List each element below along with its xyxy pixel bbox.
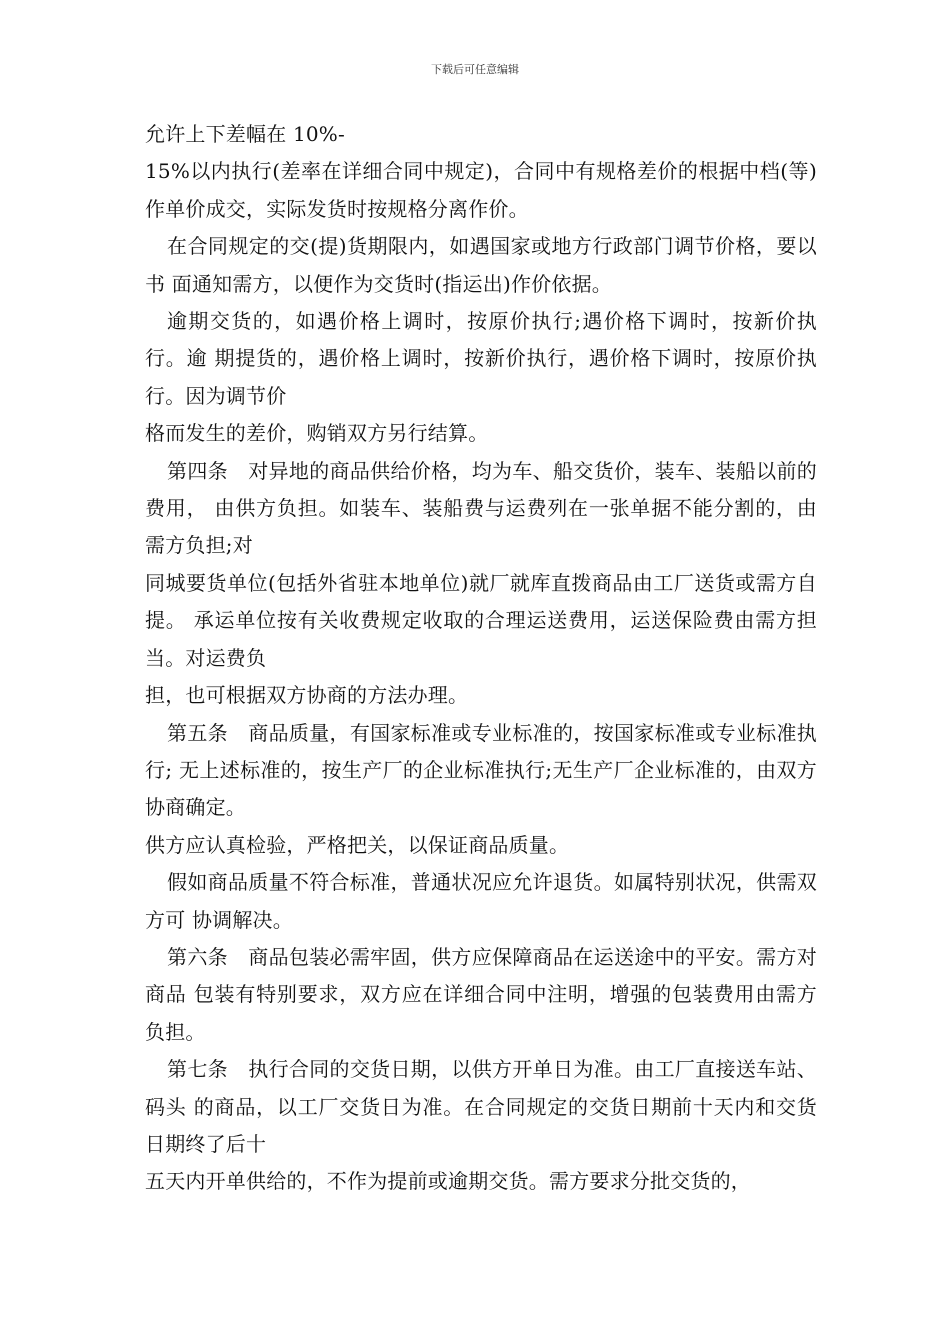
paragraph: 在合同规定的交(提)货期限内，如遇国家或地方行政部门调节价格，要以书 面通知需方，以便作为交货时(指运出)作价依据。: [145, 234, 817, 296]
paragraph: 供方应认真检验，严格把关，以保证商品质量。: [145, 832, 570, 857]
paragraph: 担，也可根据双方协商的方法办理。: [145, 683, 469, 708]
paragraph: 五天内开单供给的，不作为提前或逾期交货。需方要求分批交货的，: [145, 1169, 751, 1194]
paragraph: 假如商品质量不符合标准，普通状况应允许退货。如属特别状况，供需双方可 协调解决。: [145, 870, 817, 932]
paragraph: 15%以内执行(差率在详细合同中规定)，合同中有规格差价的根据中档(等) 作单价成交，实际发货时按规格分离作价。: [145, 159, 817, 221]
paragraph: 允许上下差幅在 10%-: [145, 122, 345, 146]
document-body: [145, 116, 817, 1201]
paragraph-article-6: 第六条 商品包装必需牢固，供方应保障商品在运送途中的平安。需方对商品 包装有特别要求，双方应在详细合同中注明，增强的包装费用由需方负担。: [145, 944, 817, 1044]
paragraph-article-5: 第五条 商品质量，有国家标准或专业标准的，按国家标准或专业标准执行; 无上述标准的，按生产厂的企业标准执行;无生产厂企业标准的，由双方协商确定。: [145, 720, 817, 820]
paragraph-article-4: 第四条 对异地的商品供给价格，均为车、船交货价，装车、装船以前的费用， 由供方负担。如装车、装船费与运费列在一张单据不能分割的，由需方负担;对: [145, 458, 817, 558]
paragraph: 同城要货单位(包括外省驻本地单位)就厂就库直拨商品由工厂送货或需方自提。 承运单位按有关收费规定收取的合理运送费用，运送保险费由需方担当。对运费负: [145, 570, 817, 670]
paragraph: 逾期交货的，如遇价格上调时，按原价执行;遇价格下调时，按新价执行。逾 期提货的，遇价格上调时，按新价执行，遇价格下调时，按原价执行。因为调节价: [145, 309, 817, 408]
paragraph-article-7: 第七条 执行合同的交货日期，以供方开单日为准。由工厂直接送车站、码头 的商品，以工厂交货日为准。在合同规定的交货日期前十天内和交货日期终了后十: [145, 1057, 817, 1156]
paragraph: 格而发生的差价，购销双方另行结算。: [145, 421, 489, 446]
page-header: 下载后可任意编辑: [431, 63, 519, 76]
